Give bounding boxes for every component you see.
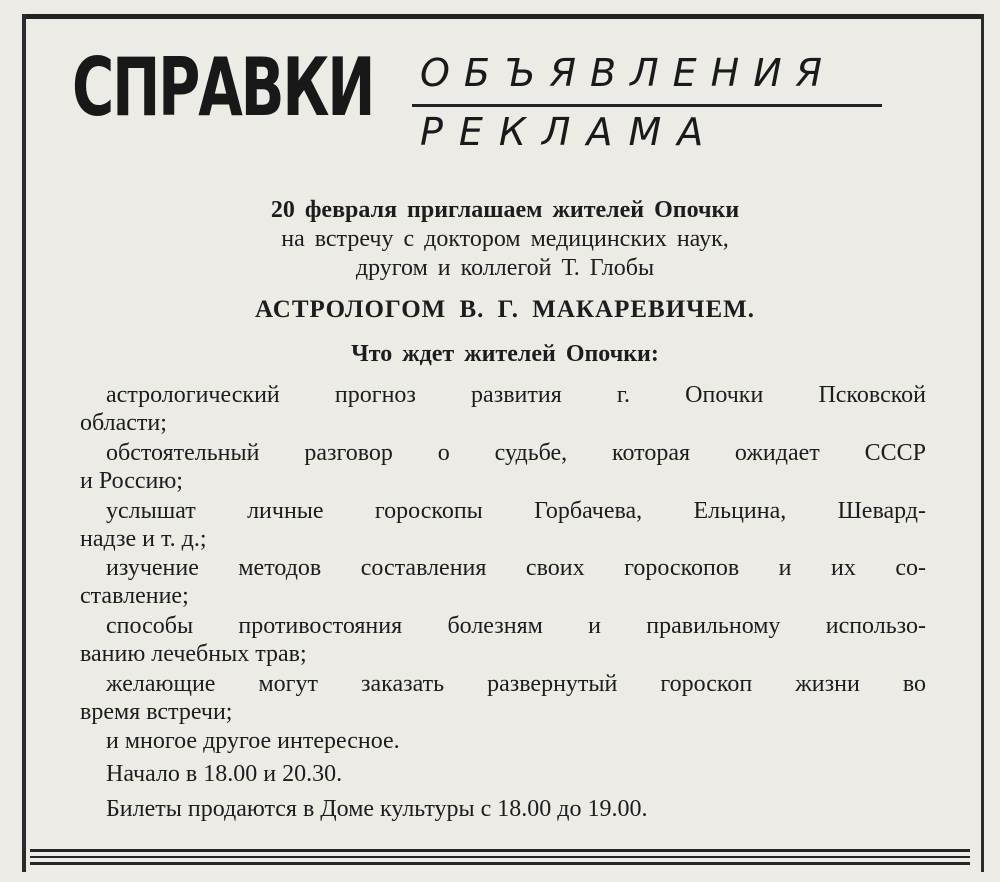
agenda-line-10: ванию лечебных трав; bbox=[80, 641, 307, 667]
header-divider bbox=[412, 104, 882, 107]
bottom-rule bbox=[30, 856, 970, 858]
agenda-line-5: услышат личные гороскопы Горбачева, Ельцина, Шевард- bbox=[106, 498, 926, 524]
agenda-line-13: и многое другое интересное. bbox=[106, 728, 400, 754]
intro-line-2: на встречу с доктором медицинских наук, bbox=[281, 226, 729, 252]
section-subtitle-announcements: ОБЪЯВЛЕНИЯ bbox=[420, 51, 837, 95]
agenda-line-12: время встречи; bbox=[80, 699, 233, 725]
agenda-line-4: и Россию; bbox=[80, 468, 183, 494]
intro-line-3: другом и коллегой Т. Глобы bbox=[355, 255, 655, 281]
intro-line-1: 20 февраля приглашаем жителей Опочки bbox=[270, 197, 740, 223]
guest-name: АСТРОЛОГОМ В. Г. МАКАРЕВИЧЕМ. bbox=[254, 296, 756, 323]
agenda-line-3: обстоятельный разговор о судьбе, которая ожидает СССР bbox=[106, 440, 926, 466]
agenda-heading: Что ждет жителей Опочки: bbox=[351, 341, 659, 367]
start-time: Начало в 18.00 и 20.30. bbox=[106, 761, 343, 787]
bottom-rule bbox=[30, 849, 970, 852]
bottom-rule bbox=[30, 862, 970, 865]
agenda-line-6: надзе и т. д.; bbox=[80, 526, 207, 552]
frame-top-border bbox=[22, 14, 984, 19]
section-subtitle-advertising: РЕКЛАМА bbox=[420, 110, 720, 154]
agenda-line-7: изучение методов составления своих гороскопов и их со- bbox=[106, 555, 926, 581]
agenda-line-1: астрологический прогноз развития г. Опочки Псковской bbox=[106, 382, 926, 408]
frame-right-border bbox=[981, 14, 984, 872]
frame-left-border bbox=[22, 14, 26, 872]
agenda-line-9: способы противостояния болезням и правильному использо- bbox=[106, 613, 926, 639]
section-title: СПРАВКИ bbox=[72, 41, 374, 134]
ticket-info: Билеты продаются в Доме культуры с 18.00 до 19.00. bbox=[106, 796, 648, 822]
agenda-line-8: ставление; bbox=[80, 583, 189, 609]
agenda-line-2: области; bbox=[80, 410, 167, 436]
agenda-line-11: желающие могут заказать развернутый гороскоп жизни во bbox=[106, 671, 926, 697]
